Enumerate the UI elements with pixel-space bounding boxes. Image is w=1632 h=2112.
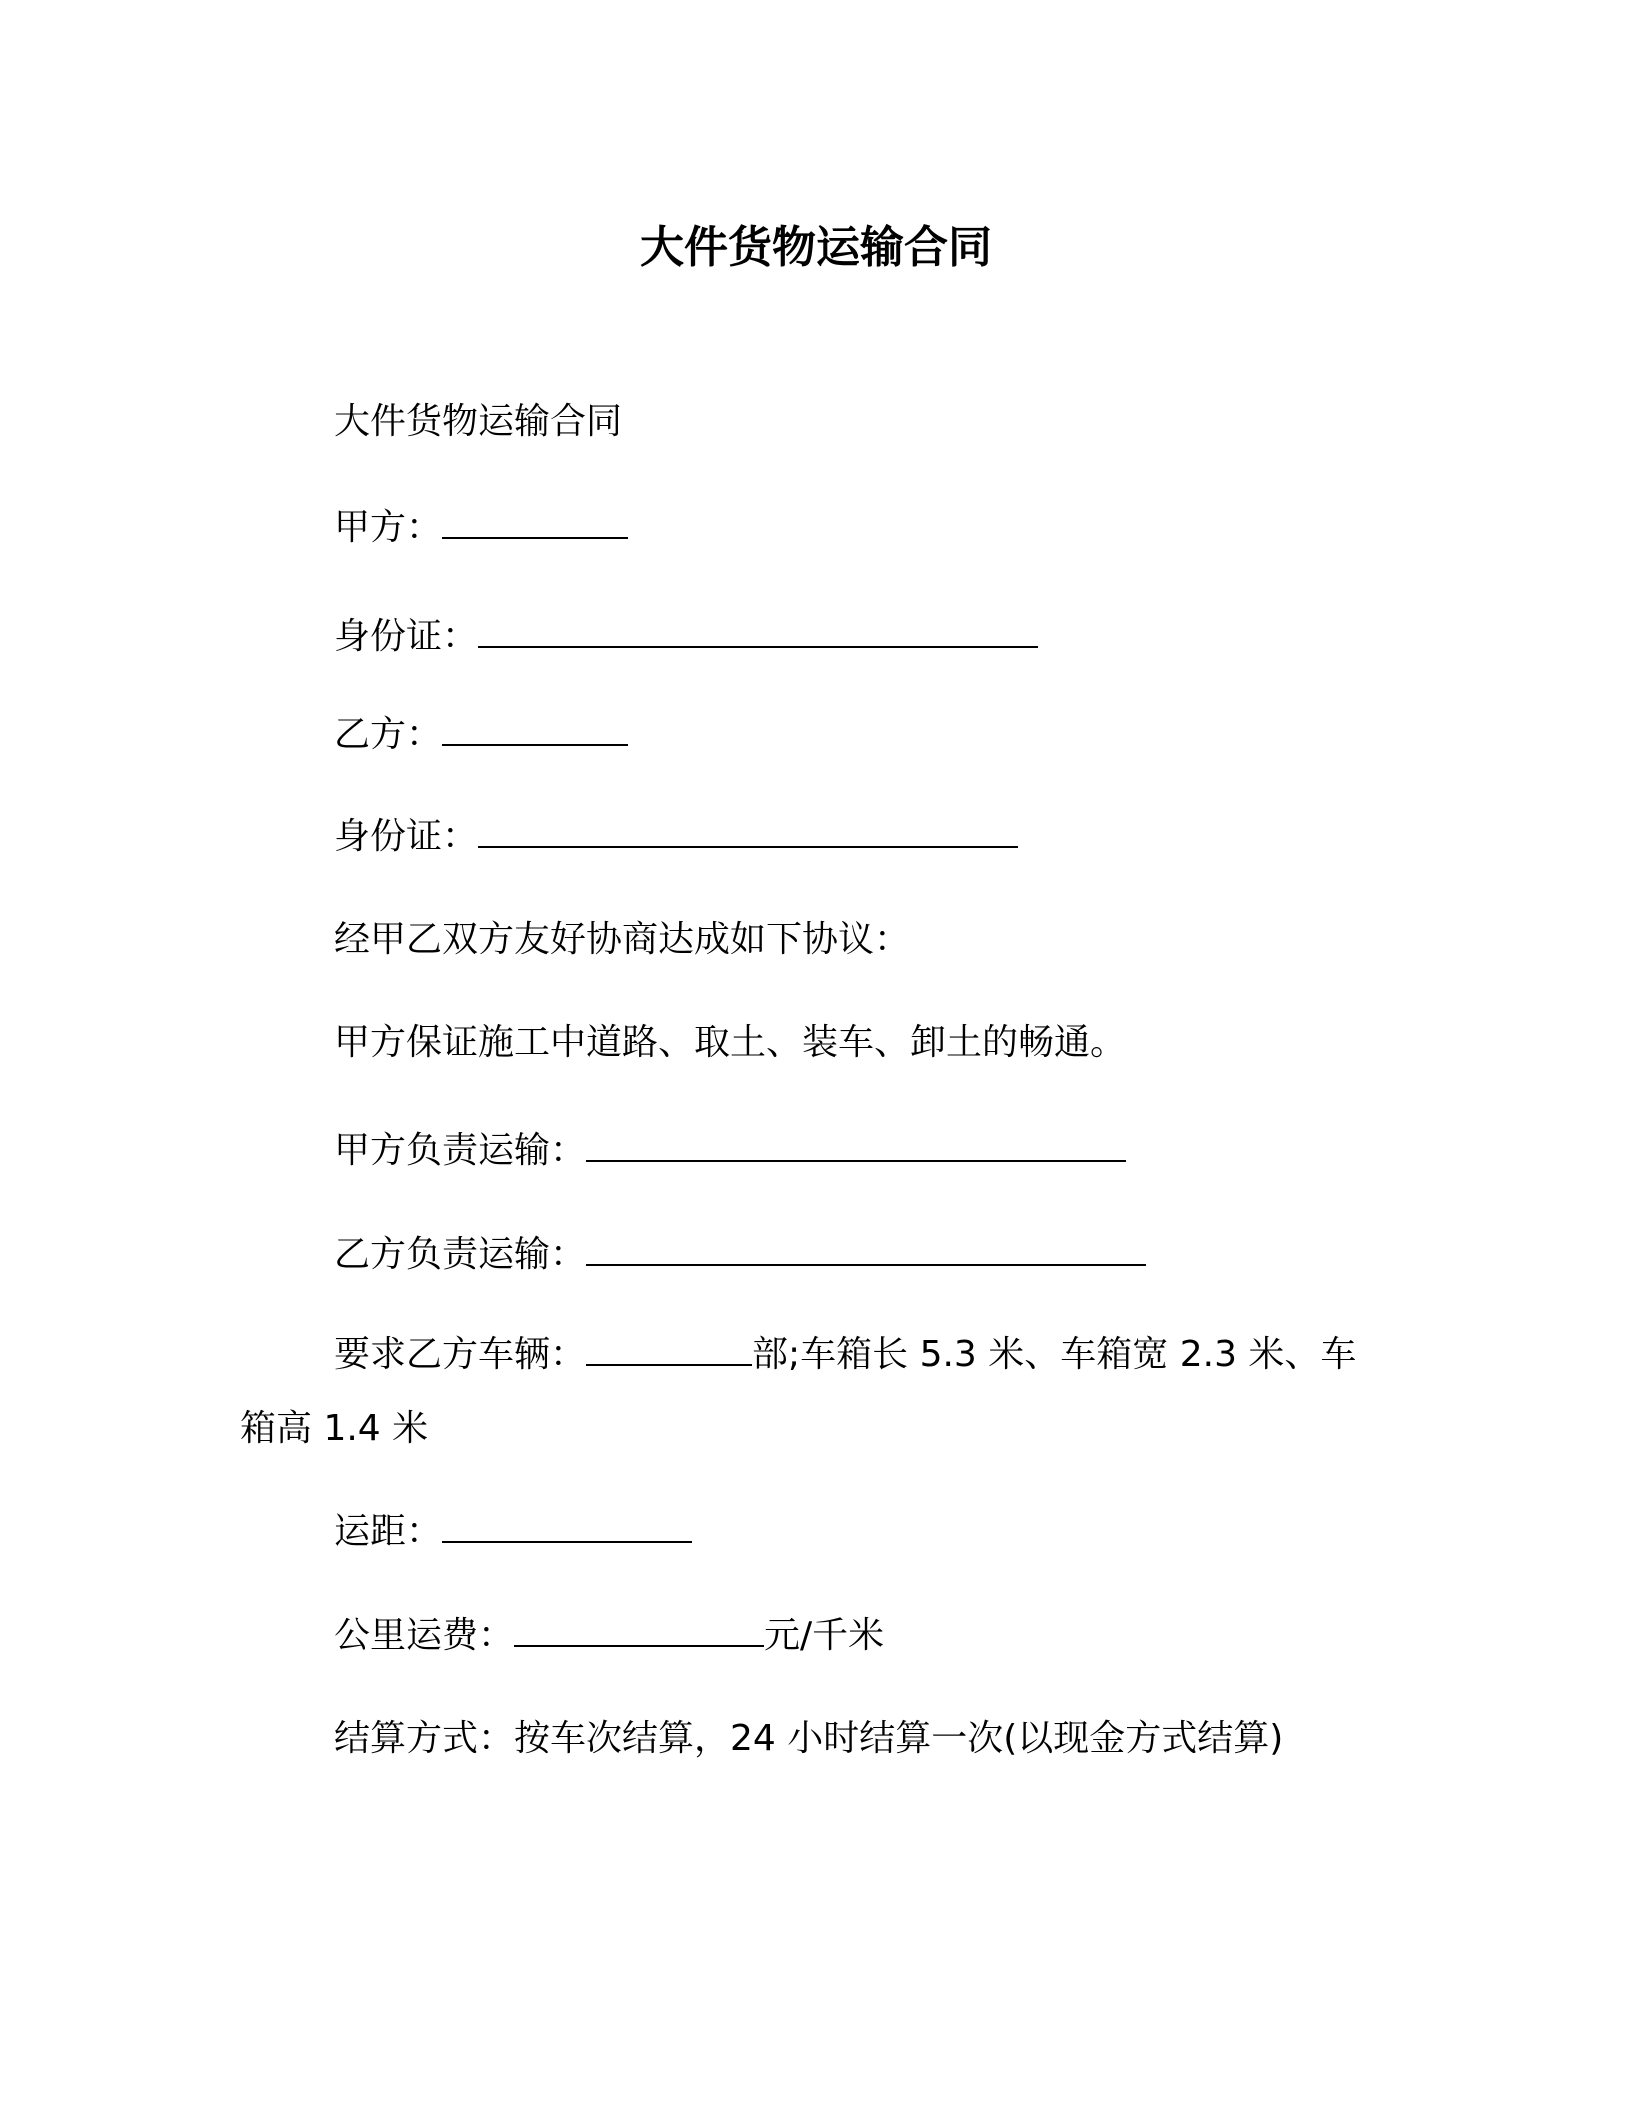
party-b-transport-label: 乙方负责运输：: [334, 1234, 587, 1275]
agreement-intro: 经甲乙双方友好协商达成如下协议：: [334, 919, 911, 960]
party-b-blank: [442, 710, 628, 746]
fee-line: [334, 1611, 884, 1660]
fee-label: 公里运费：: [334, 1615, 515, 1656]
party-b-id-blank: [478, 812, 1018, 848]
party-b-transport-blank: [586, 1230, 1146, 1266]
distance-line: [334, 1507, 692, 1556]
vehicle-count-blank: [586, 1330, 752, 1366]
party-a-transport-label: 甲方负责运输：: [334, 1130, 587, 1171]
settlement-line: 结算方式：按车次结算，24 小时结算一次(以现金方式结算): [334, 1718, 1284, 1759]
party-b-line: [334, 710, 628, 759]
fee-blank: [514, 1611, 764, 1647]
party-b-label: 乙方：: [334, 714, 443, 755]
vehicle-req-label: 要求乙方车辆：: [334, 1334, 587, 1375]
clause-road: 甲方保证施工中道路、取土、装车、卸土的畅通。: [334, 1022, 1127, 1063]
party-a-id-blank: [478, 612, 1038, 648]
party-a-transport-blank: [586, 1126, 1126, 1162]
party-a-id-label: 身份证：: [334, 616, 479, 657]
distance-label: 运距：: [334, 1511, 443, 1552]
party-a-id-line: [334, 612, 1038, 661]
fee-unit: 元/千米: [764, 1615, 885, 1656]
party-a-transport-line: [334, 1126, 1126, 1175]
party-b-id-label: 身份证：: [334, 816, 479, 857]
document-subtitle: 大件货物运输合同: [334, 401, 623, 442]
party-a-blank: [442, 503, 628, 539]
party-a-label: 甲方：: [334, 507, 443, 548]
vehicle-req-text: 部;车箱长 5.3 米、车箱宽 2.3 米、车: [752, 1334, 1357, 1375]
party-a-line: [334, 503, 628, 552]
vehicle-requirement-line: [334, 1330, 1356, 1379]
distance-blank: [442, 1507, 692, 1543]
document-title: 大件货物运输合同: [640, 222, 992, 273]
vehicle-requirement-cont: 箱高 1.4 米: [240, 1408, 429, 1449]
party-b-transport-line: [334, 1230, 1146, 1279]
party-b-id-line: [334, 812, 1018, 861]
